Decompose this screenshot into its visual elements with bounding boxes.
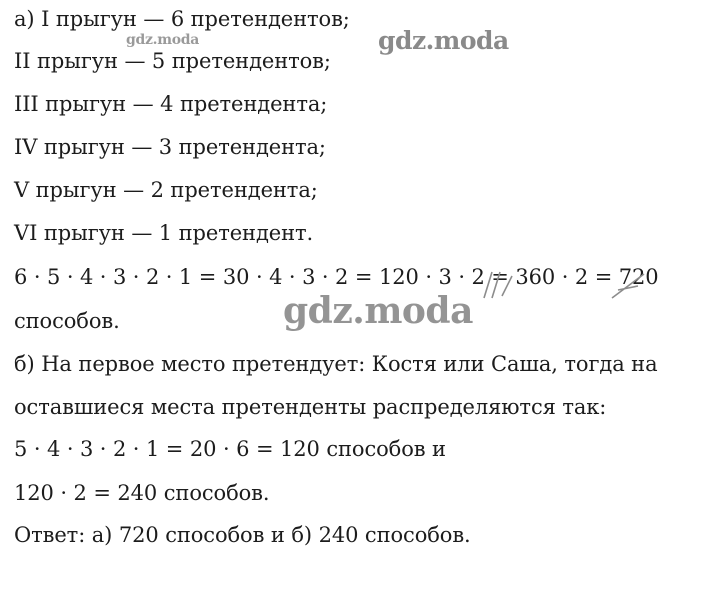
solution-line-9: б) На первое место претендует: Костя или Саша, тогда на [14, 352, 658, 376]
solution-line-11: 5 · 4 · 3 · 2 · 1 = 20 · 6 = 120 способов и [14, 437, 446, 461]
solution-line-7: 6 · 5 · 4 · 3 · 2 · 1 = 30 · 4 · 3 · 2 = 120 · 3 · 2 = 360 · 2 = 720 [14, 265, 659, 289]
solution-line-5: V прыгун — 2 претендента; [14, 178, 318, 202]
solution-line-3: III прыгун — 4 претендента; [14, 92, 328, 116]
watermark-middle: gdz.moda [283, 290, 473, 332]
solution-line-13: Ответ: а) 720 способов и б) 240 способов. [14, 523, 471, 547]
solution-line-2: II прыгун — 5 претендентов; [14, 49, 331, 73]
solution-line-1: а) I прыгун — 6 претендентов; [14, 7, 350, 31]
solution-line-8: способов. [14, 309, 120, 333]
solution-line-6: VI прыгун — 1 претендент. [14, 221, 314, 245]
solution-line-4: IV прыгун — 3 претендента; [14, 135, 326, 159]
watermark-small: gdz.moda [126, 32, 200, 48]
solution-line-12: 120 · 2 = 240 способов. [14, 481, 270, 505]
solution-line-10: оставшиеся места претенденты распределяются так: [14, 395, 607, 419]
watermark-top: gdz.moda [378, 26, 509, 55]
